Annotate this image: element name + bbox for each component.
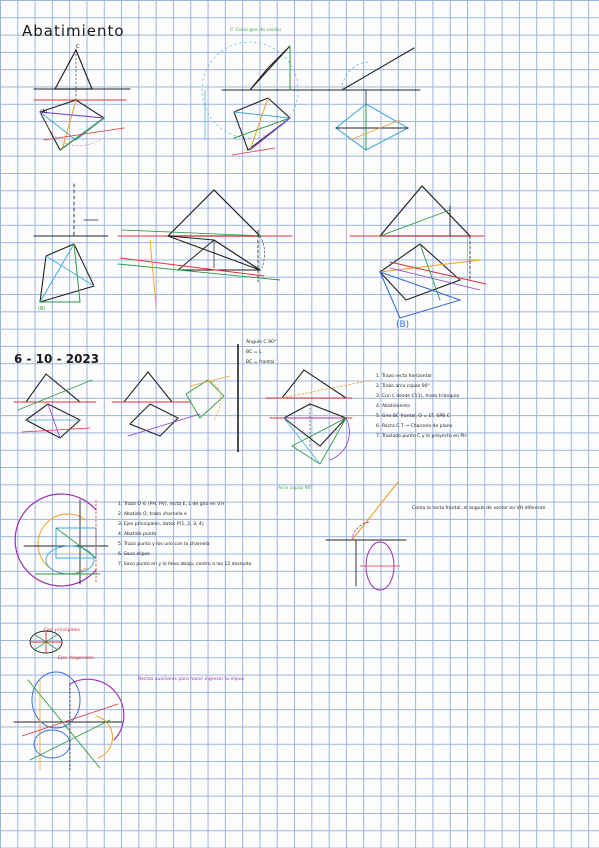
ejes-principales-label: Ejes principales: [44, 628, 80, 633]
sketch-10: [15, 494, 108, 586]
sketch-4: [34, 184, 108, 302]
sketch-13: [14, 672, 124, 770]
ejes-diagonales-label: Ejes diagonales: [58, 656, 94, 661]
sketch-5: [118, 190, 292, 306]
sketch-8: [112, 372, 230, 436]
datos-block: Ángulo C 90° BC = L BC = frontal: [246, 340, 277, 365]
label-b-paren-1: (B): [38, 306, 46, 312]
note-recta-frontal: Como la recta frontal, el ángulo de vector en VH diferente: [412, 506, 546, 511]
sketch-3: [320, 48, 420, 150]
steps-right: 1. Trazo recta horizontal 2. Trazo arco capaz 90° 3. Con L desde C'(1), trazo triángulo 4. Abatimiento 5. Giro BC frontal, O = LT, SPB C 6. Recta C T → Charnela de plano 7. Traslado punto C y lo proyecto en PH: [376, 374, 467, 439]
page-title: Abatimiento: [22, 22, 125, 40]
sketch-11: [326, 482, 406, 590]
label-b-paren-2: (B): [396, 320, 410, 330]
sketch-12: [30, 631, 62, 653]
cono-label: C' Cono giro de conitu: [230, 28, 281, 33]
sketch-7: [14, 374, 96, 438]
steps-left: 1. Trazo O ∈ (PH, PV), recta E, L de giro en V.H 2. Abatido O, trazo charnela e 3. Ejes principales, datos P(1, 2, 3, 4) 4. Abatido punto 5. Trazo punto y los uno con la charnela 6. Saco elipse 7. Saco punto en y lo llevo abajo, centro a las 12 desnuda: [118, 502, 252, 567]
sketch-6: [350, 186, 486, 318]
sketch-9: [266, 370, 372, 464]
label-c: C: [76, 44, 80, 50]
sketch-1: [34, 50, 130, 150]
rectas-auxiliares-label: Rectas auxiliares para hacer ingresar la elipse: [138, 677, 245, 682]
label-a-paren: (A): [40, 109, 48, 115]
arco-capaz-label: Arco capaz 90°: [278, 486, 313, 491]
date-label: 6 - 10 - 2023: [14, 352, 100, 366]
sketch-2: [202, 42, 322, 155]
